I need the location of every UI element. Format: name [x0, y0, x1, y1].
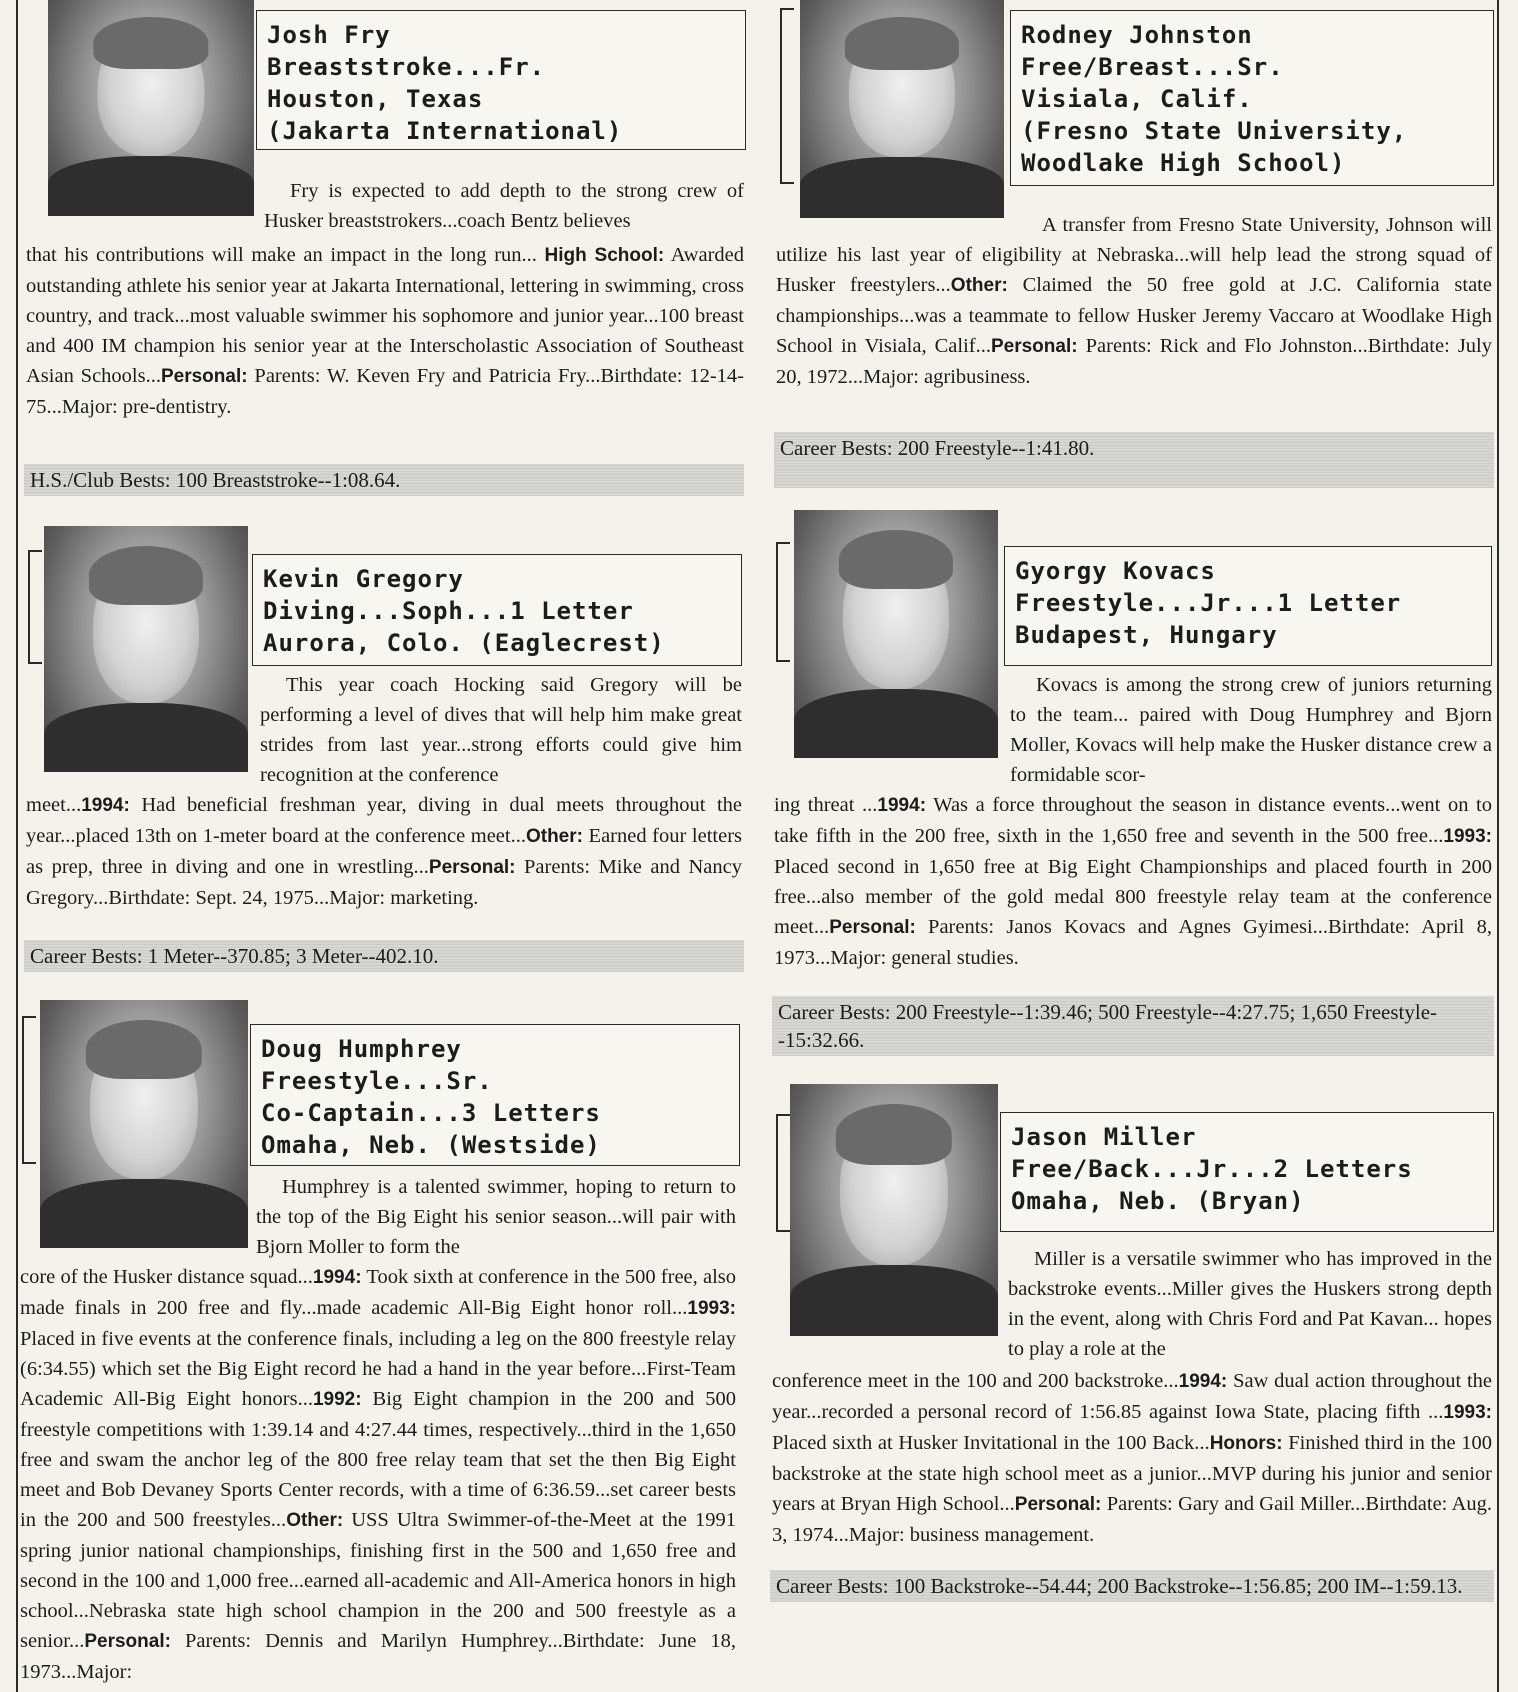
athlete-photo [44, 526, 248, 772]
name-line: Co-Captain...3 Letters [261, 1099, 601, 1127]
section-label: Honors: [1209, 1433, 1283, 1454]
section-label: Other: [286, 1510, 344, 1531]
athlete-name-box [250, 1024, 740, 1166]
bio-text-run: Placed in five events at the conference finals, including a leg on the 800 freestyle relay (6:34.55) which set the Big Eight record he had a hand in the year before...First-Team Academic All-Big Eight honors... [20, 1328, 736, 1410]
bio-lead-text: Fry is expected to add depth to the strong crew of Husker breaststrokers...coach Bentz believes [264, 180, 744, 232]
name-line: (Jakarta International) [267, 117, 623, 145]
bio-text-run: Took sixth at conference in the 500 free, also made finals in 200 free and fly...made academic All-Big Eight honor roll... [20, 1266, 736, 1319]
name-line: Omaha, Neb. (Bryan) [1011, 1187, 1305, 1215]
name-line: (Fresno State University, [1021, 117, 1408, 145]
bio-text-run: Earned four letters as prep, three in diving and one in wrestling... [26, 825, 742, 878]
bio-gyorgy-kovacs [760, 510, 1500, 1070]
bio-text-run: Saw dual action throughout the year...recorded a personal record of 1:56.85 against Iowa State, placing fifth ... [772, 1370, 1493, 1423]
athlete-name-box [1000, 1112, 1494, 1232]
athlete-photo [790, 1084, 998, 1336]
section-label: Personal: [990, 336, 1078, 357]
section-label: 1993: [1443, 1402, 1492, 1423]
name-line: Budapest, Hungary [1015, 621, 1278, 649]
bests-text: Career Bests: 1 Meter--370.85; 3 Meter--402.10. [30, 944, 439, 968]
name-line: Houston, Texas [267, 85, 484, 113]
bests-bar [24, 940, 744, 972]
athlete-photo [794, 510, 998, 758]
section-label: Other: [525, 826, 583, 847]
bio-text-run: Parents: W. Keven Fry and Patricia Fry...Birthdate: 12-14-75...Major: pre-dentistry. [26, 365, 744, 418]
athlete-photo [40, 1000, 248, 1248]
section-label: 1994: [312, 1267, 362, 1288]
bio-text-run: ing threat ... [774, 794, 878, 816]
name-line: Visiala, Calif. [1021, 85, 1253, 113]
name-line: Gyorgy Kovacs [1015, 557, 1216, 585]
name-line: Doug Humphrey [261, 1035, 462, 1063]
bio-text-run: USS Ultra Swimmer-of-the-Meet at the 1991 spring junior national championships, finishing first in the 500 and 1,650 free and second in the 100 and 1,000 free...earned all-academic and All-America honors in high school...Nebraska state high school champion in the 200 and 500 freestyle as a senior... [20, 1509, 736, 1652]
athlete-photo [800, 0, 1004, 218]
name-line: Breaststroke...Fr. [267, 53, 546, 81]
section-label: Personal: [160, 366, 248, 387]
bio-lead-text: Miller is a versatile swimmer who has improved in the backstroke events...Miller gives the Huskers strong depth in the event, along with Chris Ford and Pat Kavan... hopes to play a role at the [1008, 1248, 1492, 1360]
bio-text-run: Placed sixth at Husker Invitational in the 100 Back... [772, 1432, 1210, 1454]
section-label: Personal: [829, 917, 916, 938]
name-line: Free/Back...Jr...2 Letters [1011, 1155, 1413, 1183]
name-line: Jason Miller [1011, 1123, 1197, 1151]
bio-text-run: Parents: Mike and Nancy Gregory...Birthdate: Sept. 24, 1975...Major: marketing. [26, 856, 742, 909]
name-line: Kevin Gregory [263, 565, 464, 593]
name-line: Freestyle...Jr...1 Letter [1015, 589, 1402, 617]
section-label: 1993: [1443, 826, 1492, 847]
bio-text-run: core of the Husker distance squad... [20, 1266, 313, 1288]
bests-bar [770, 1570, 1494, 1602]
bio-josh-fry [0, 0, 760, 500]
bio-doug-humphrey [0, 1000, 760, 1692]
bio-text-run: Had beneficial freshman year, diving in dual meets throughout the year...placed 13th on 1-meter board at the conference meet... [26, 794, 742, 847]
bio-text-run: Finished third in the 100 backstroke at the state high school meet as a junior...MVP during his junior and senior years at Bryan High School... [772, 1432, 1492, 1515]
bio-text-run: Parents: Rick and Flo Johnston...Birthdate: July 20, 1972...Major: agribusiness. [776, 335, 1492, 388]
name-line: Josh Fry [267, 21, 391, 49]
name-bracket [28, 550, 42, 664]
bio-body-text [26, 790, 742, 913]
athlete-name-box [252, 554, 742, 666]
name-line: Rodney Johnston [1021, 21, 1253, 49]
section-label: High School: [544, 245, 665, 266]
bests-text: H.S./Club Bests: 100 Breaststroke--1:08.64. [30, 468, 401, 492]
section-label: Personal: [84, 1631, 171, 1652]
bio-lead-text: Kovacs is among the strong crew of juniors returning to the team... paired with Doug Humphrey and Bjorn Moller, Kovacs will help make the Husker distance crew a formidable scor- [1010, 674, 1492, 786]
bests-bar [24, 464, 744, 496]
bio-text-run: Big Eight champion in the 200 and 500 freestyle competitions with 1:39.14 and 4:27.44 times, respectively...third in the 1,650 free and swam the anchor leg of the 800 free relay team that set the then Big Eight meet and Bob Devaney Sports Center records, with a time of 6:36.59...set career bests in the 200 and 500 freestyles... [20, 1388, 736, 1531]
name-bracket [22, 1016, 36, 1164]
bests-text: Career Bests: 200 Freestyle--1:39.46; 500 Freestyle--4:27.75; 1,650 Freestyle--15:32.66. [778, 1000, 1438, 1052]
section-label: 1994: [81, 795, 130, 816]
name-line: Woodlake High School) [1021, 149, 1346, 177]
bio-body-text [772, 1366, 1492, 1550]
bio-text-run: meet... [26, 794, 82, 816]
bio-kevin-gregory [0, 520, 760, 980]
section-label: Personal: [428, 857, 516, 878]
bio-body-text [776, 210, 1492, 392]
bio-text-run: Parents: Gary and Gail Miller...Birthdate: Aug. 3, 1974...Major: business management. [772, 1493, 1493, 1546]
bio-text-run: Claimed the 50 free gold at J.C. California state championships...was a teammate to fellow Husker Jeremy Vaccaro at Woodlake High School in Visiala, Calif... [776, 274, 1492, 357]
bio-jason-miller [760, 1084, 1500, 1644]
bests-text: Career Bests: 100 Backstroke--54.44; 200 Backstroke--1:56.85; 200 IM--1:59.13. [776, 1574, 1463, 1598]
section-label: 1992: [312, 1389, 362, 1410]
bio-text-run: A transfer from Fresno State University, Johnson will utilize his last year of eligibility at Nebraska...will help lead the strong squad of Husker freestylers... [776, 214, 1492, 296]
bio-body-text [26, 240, 744, 422]
section-label: 1994: [877, 795, 927, 816]
section-label: 1993: [687, 1298, 736, 1319]
section-label: 1994: [1178, 1371, 1228, 1392]
bio-text-run: Parents: Janos Kovacs and Agnes Gyimesi...Birthdate: April 8, 1973...Major: general studies. [774, 916, 1492, 969]
bio-text-run: Placed second in 1,650 free at Big Eight Championships and placed fourth in 200 free...also member of the gold medal 800 freestyle relay team at the conference meet... [774, 856, 1492, 938]
bio-lead-text: Humphrey is a talented swimmer, hoping to return to the top of the Big Eight his senior season...will pair with Bjorn Moller to form the [256, 1176, 736, 1258]
athlete-photo [48, 0, 254, 216]
bio-text-run: that his contributions will make an impact in the long run... [26, 244, 545, 266]
bio-body-text [774, 790, 1492, 973]
bio-lead-text: This year coach Hocking said Gregory will be performing a level of dives that will help him make great strides from last year...strong efforts could give him recognition at the conference [260, 674, 742, 786]
name-line: Free/Breast...Sr. [1021, 53, 1284, 81]
bio-body-text [20, 1262, 736, 1687]
athlete-name-box [256, 10, 746, 150]
name-line: Aurora, Colo. (Eaglecrest) [263, 629, 665, 657]
name-bracket [776, 542, 790, 662]
bio-rodney-johnston [760, 0, 1500, 500]
bests-bar [772, 996, 1494, 1056]
bests-bar [774, 432, 1494, 488]
name-bracket [776, 1114, 790, 1232]
name-bracket [780, 8, 794, 184]
athlete-name-box [1010, 10, 1494, 186]
bests-text: Career Bests: 200 Freestyle--1:41.80. [780, 436, 1095, 460]
section-label: Personal: [1014, 1494, 1102, 1515]
bio-text-run: conference meet in the 100 and 200 backstroke... [772, 1370, 1179, 1392]
name-line: Freestyle...Sr. [261, 1067, 493, 1095]
name-line: Diving...Soph...1 Letter [263, 597, 634, 625]
section-label: Other: [950, 275, 1008, 296]
bio-text-run: Awarded outstanding athlete his senior year at Jakarta International, lettering in swimming, cross country, and track...most valuable swimmer his sophomore and junior year...100 breast and 400 IM champion his senior year at the Interscholastic Association of Southeast Asian Schools... [26, 244, 745, 387]
bio-text-run: Parents: Dennis and Marilyn Humphrey...Birthdate: June 18, 1973...Major: [20, 1630, 736, 1683]
athlete-name-box [1004, 546, 1492, 666]
name-line: Omaha, Neb. (Westside) [261, 1131, 601, 1159]
bio-text-run: Was a force throughout the season in distance events...went on to take fifth in the 200 free, sixth in the 1,650 free and seventh in the 500 free... [774, 794, 1492, 847]
